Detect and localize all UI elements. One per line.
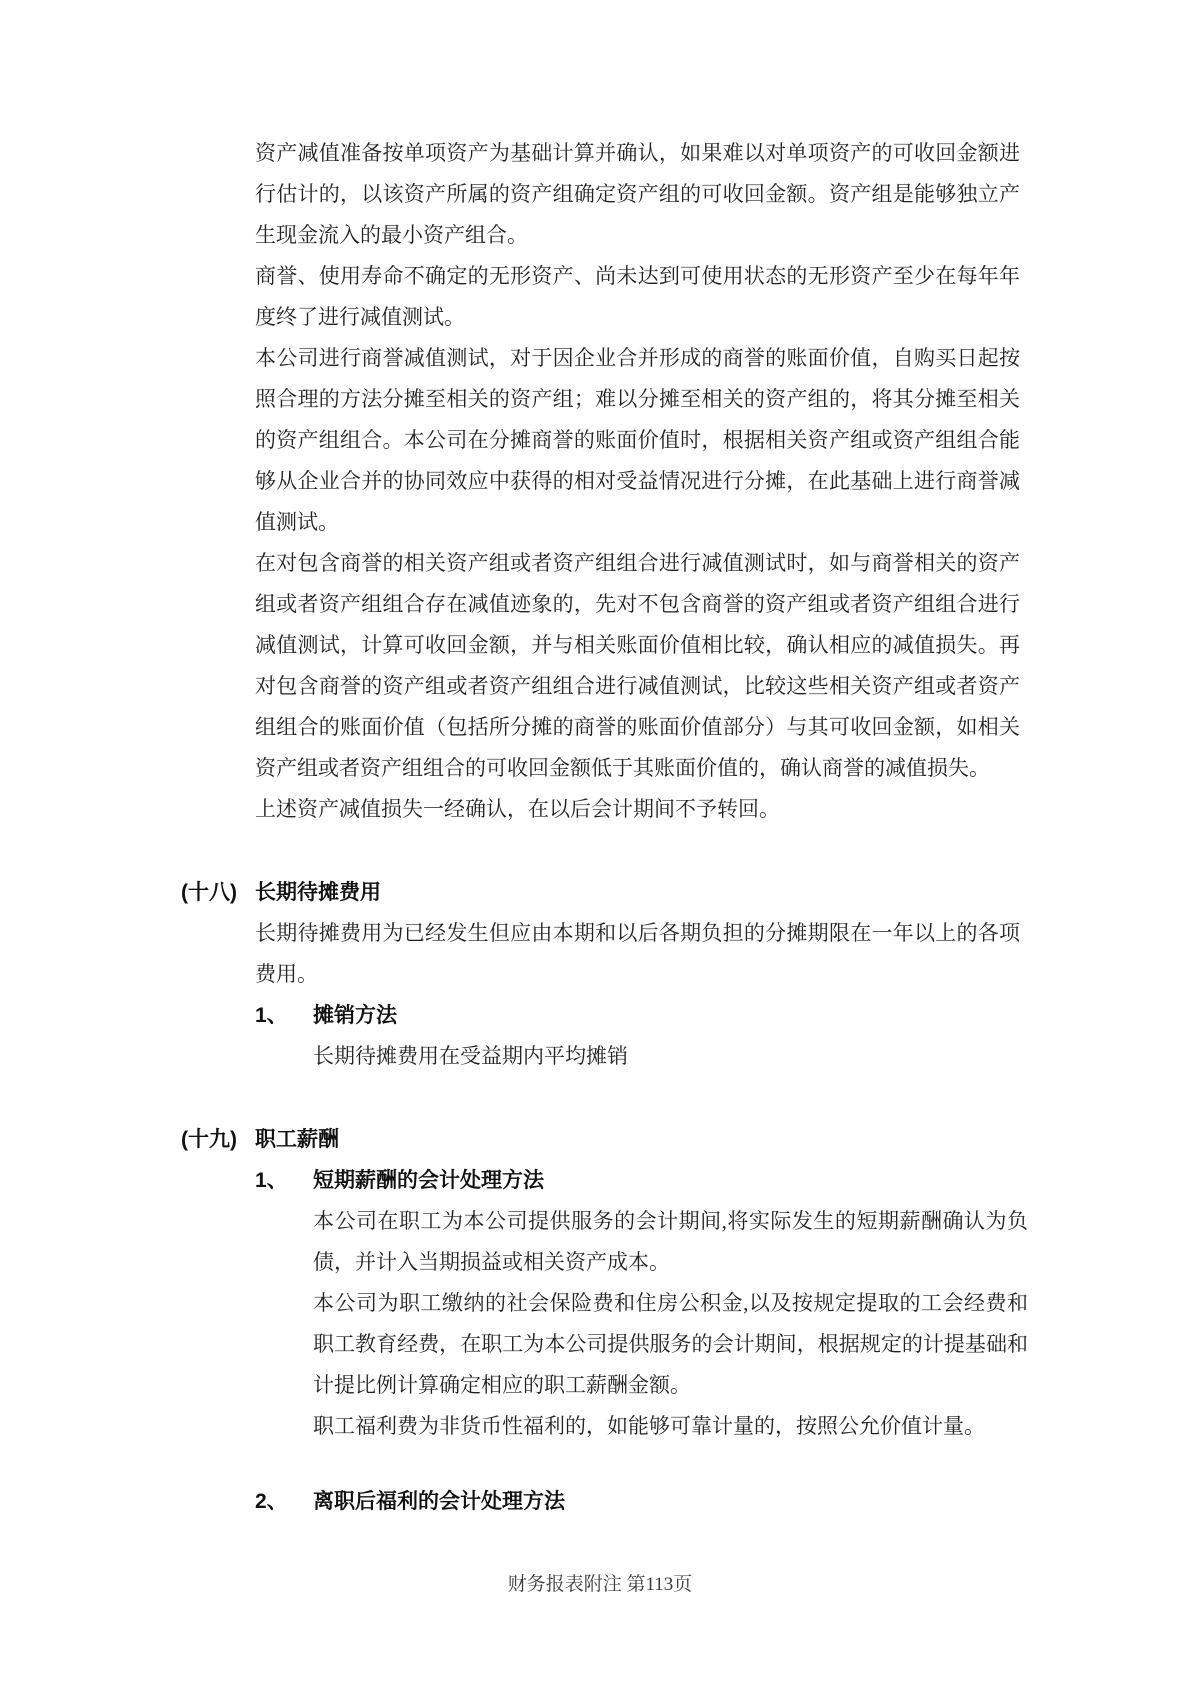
body-paragraph: 资产减值准备按单项资产为基础计算并确认，如果难以对单项资产的可收回金额进行估计的，以该资产所属的资产组确定资产组的可收回金额。资产组是能够独立产生现金流入的最小资产组合。 xyxy=(255,141,1020,247)
item-number: 1、 xyxy=(255,1004,288,1027)
numbered-item xyxy=(255,1160,1028,1447)
body-paragraph: 本公司进行商誉减值测试，对于因企业合并形成的商誉的账面价值，自购买日起按照合理的方法分摊至相关的资产组；难以分摊至相关的资产组的，将其分摊至相关的资产组组合。本公司在分摊商誉的账面价值时，根据相关资产组或资产组组合能够从企业合并的协同效应中获得的相对受益情况进行分摊，在此基础上进行商誉减值测试。 xyxy=(255,346,1020,534)
item-heading xyxy=(255,1481,1020,1522)
section-label: (十九) xyxy=(181,1128,237,1151)
item-body xyxy=(313,1201,1028,1447)
body-paragraph: 职工福利费为非货币性福利的，如能够可靠计量的，按照公允价值计量。 xyxy=(313,1414,985,1438)
body-paragraph: 在对包含商誉的相关资产组或者资产组组合进行减值测试时，如与商誉相关的资产组或者资产组组合存在减值迹象的，先对不包含商誉的资产组或者资产组组合进行减值测试，计算可收回金额，并与相关账面价值相比较，确认相应的减值损失。再对包含商誉的资产组或者资产组组合进行减值测试，比较这些相关资产组或者资产组组合的账面价值（包括所分摊的商誉的账面价值部分）与其可收回金额，如相关资产组或者资产组组合的可收回金额低于其账面价值的，确认商誉的减值损失。 xyxy=(255,551,1020,780)
section-label: (十八) xyxy=(181,881,237,904)
section-long-term-deferred-expenses xyxy=(181,872,1020,1077)
item-title: 短期薪酬的会计处理方法 xyxy=(313,1169,544,1192)
body-paragraph: 商誉、使用寿命不确定的无形资产、尚未达到可使用状态的无形资产至少在每年年度终了进行减值测试。 xyxy=(255,264,1020,329)
item-heading xyxy=(255,995,1020,1036)
section-heading xyxy=(181,1119,1020,1160)
item-body xyxy=(313,1036,1028,1077)
section-employee-compensation xyxy=(181,1119,1028,1522)
numbered-item xyxy=(255,1481,1020,1522)
item-title: 离职后福利的会计处理方法 xyxy=(313,1490,565,1513)
item-heading xyxy=(255,1160,1020,1201)
section-title: 长期待摊费用 xyxy=(255,881,381,904)
body-paragraph: 本公司为职工缴纳的社会保险费和住房公积金,以及按规定提取的工会经费和职工教育经费，在职工为本公司提供服务的会计期间，根据规定的计提基础和计提比例计算确定相应的职工薪酬金额。 xyxy=(313,1291,1028,1397)
item-number: 1、 xyxy=(255,1169,288,1192)
numbered-item xyxy=(255,995,1020,1077)
page-footer: 财务报表附注 第113页 xyxy=(507,1574,693,1595)
section-title: 职工薪酬 xyxy=(255,1128,339,1151)
body-paragraph: 长期待摊费用在受益期内平均摊销 xyxy=(313,1044,628,1068)
item-number: 2、 xyxy=(255,1490,288,1513)
body-paragraph: 长期待摊费用为已经发生但应由本期和以后各期负担的分摊期限在一年以上的各项费用。 xyxy=(255,921,1020,986)
section-heading xyxy=(181,872,1020,913)
item-title: 摊销方法 xyxy=(313,1004,397,1027)
body-paragraph: 本公司在职工为本公司提供服务的会计期间,将实际发生的短期薪酬确认为负债，并计入当期损益或相关资产成本。 xyxy=(313,1209,1028,1274)
page-content xyxy=(181,133,1028,1522)
body-paragraph: 上述资产减值损失一经确认，在以后会计期间不予转回。 xyxy=(255,797,780,821)
